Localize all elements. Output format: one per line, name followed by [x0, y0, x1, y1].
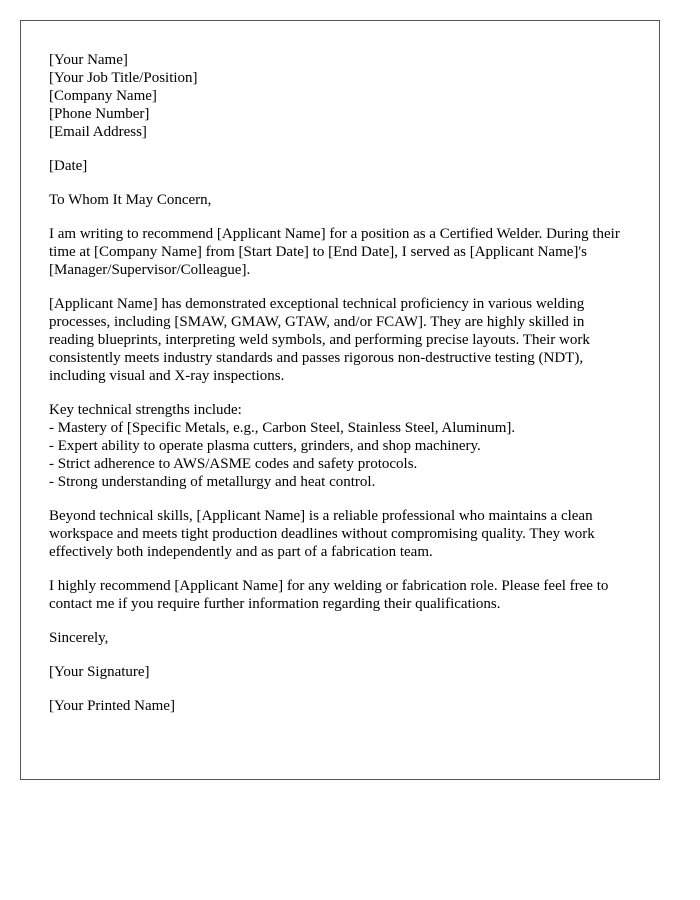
intro-paragraph: I am writing to recommend [Applicant Name] for a position as a Certified Welder. During their time at [Company Name] from [Start Date] to [End Date], I served as [Applicant Name]'s [Manager/Supervisor/Colleague]. [49, 226, 620, 278]
sender-company: [Company Name] [49, 88, 157, 104]
sender-phone: [Phone Number] [49, 106, 150, 122]
strength-item: - Strong understanding of metallurgy and heat control. [49, 474, 376, 490]
strength-item: - Strict adherence to AWS/ASME codes and safety protocols. [49, 456, 418, 472]
sender-block [49, 51, 631, 141]
sender-title: [Your Job Title/Position] [49, 70, 198, 86]
sender-name: [Your Name] [49, 52, 128, 68]
beyond-paragraph: Beyond technical skills, [Applicant Name] is a reliable professional who maintains a clean workspace and meets tight production deadlines without compromising quality. They work effectively both independently and as part of a fabrication team. [49, 508, 595, 560]
strength-item: - Expert ability to operate plasma cutters, grinders, and shop machinery. [49, 438, 481, 454]
valediction: Sincerely, [49, 630, 109, 646]
proficiency-paragraph: [Applicant Name] has demonstrated exceptional technical proficiency in various welding processes, including [SMAW, GMAW, GTAW, and/or FCAW]. They are highly skilled in reading blueprints, interpreting weld symbols, and performing precise layouts. Their work consistently meets industry standards and passes rigorous non-destructive testing (NDT), including visual and X-ray inspections. [49, 296, 590, 384]
sender-email: [Email Address] [49, 124, 147, 140]
strengths-heading: Key technical strengths include: [49, 402, 242, 418]
strength-item: - Mastery of [Specific Metals, e.g., Carbon Steel, Stainless Steel, Aluminum]. [49, 420, 516, 436]
closing-paragraph: I highly recommend [Applicant Name] for any welding or fabrication role. Please feel free to contact me if you require further information regarding their qualifications. [49, 578, 609, 612]
strengths-list [49, 401, 631, 491]
letter-date: [Date] [49, 158, 88, 174]
printed-name: [Your Printed Name] [49, 698, 175, 714]
letter-page [20, 20, 660, 780]
signature: [Your Signature] [49, 664, 150, 680]
salutation: To Whom It May Concern, [49, 192, 212, 208]
